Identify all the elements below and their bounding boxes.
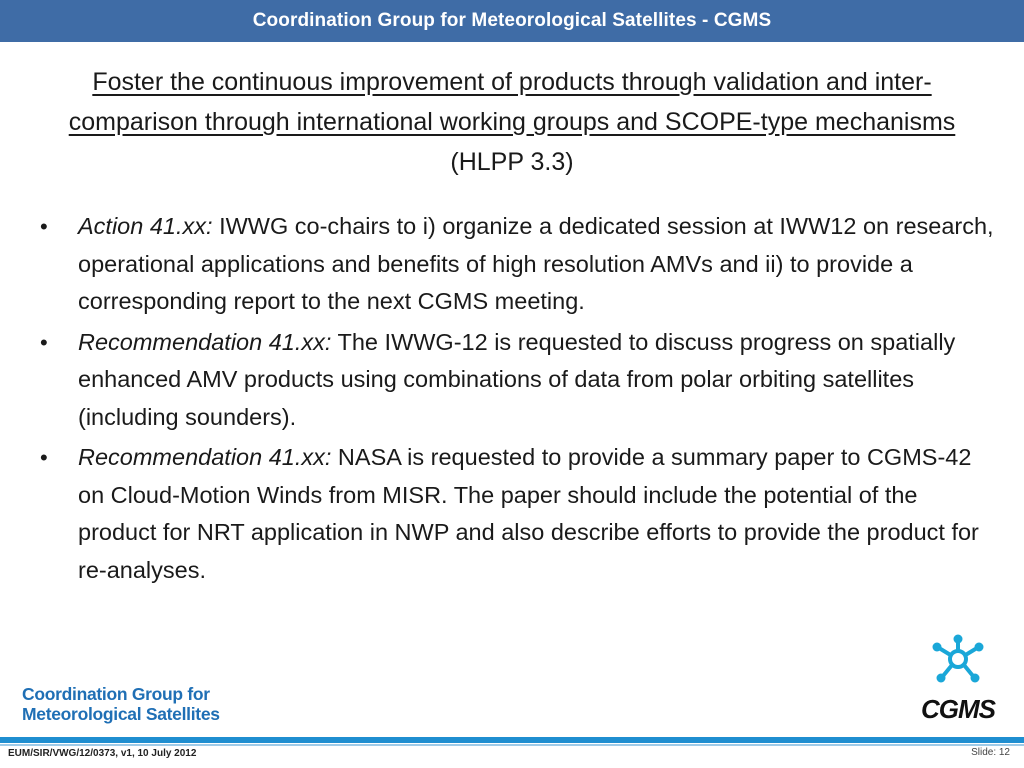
footer-divider-thin <box>0 744 1024 746</box>
footer-divider <box>0 737 1024 743</box>
bullet-item <box>36 324 994 437</box>
bullet-list <box>36 208 994 592</box>
bullet-item <box>36 439 994 589</box>
slide-title <box>40 62 984 182</box>
bullet-text: The IWWG-12 is requested to discuss progress on spatially enhanced AMV products using combinations of data from polar orbiting satellites (including sounders). <box>78 328 956 430</box>
slide-title-main: Foster the continuous improvement of products through validation and inter-comparison through international working groups and SCOPE-type mechanisms <box>68 68 956 136</box>
footer-org-line-1: Coordination Group for <box>22 684 210 704</box>
bullet-label: Recommendation 41.xx: <box>78 328 332 355</box>
slide-number: Slide: 12 <box>971 747 1010 758</box>
bullet-label: Action 41.xx: <box>78 213 213 239</box>
cgms-logo-icon <box>930 634 986 684</box>
footer-org-line-2: Meteorological Satellites <box>22 704 220 724</box>
bullet-icon: • <box>40 329 48 355</box>
header-bar <box>0 0 1024 42</box>
document-reference: EUM/SIR/VWG/12/0373, v1, 10 July 2012 <box>8 748 197 759</box>
bullet-icon: • <box>40 445 48 470</box>
bullet-text: IWWG co-chairs to i) organize a dedicated session at IWW12 on research, operational applications and benefits of high resolution AMVs and ii) to provide a corresponding report to the next CGMS meeting. <box>78 213 994 314</box>
bullet-label: Recommendation 41.xx: <box>78 444 332 470</box>
cgms-logo-text: CGMS <box>921 694 995 724</box>
bullet-item <box>36 208 994 321</box>
slide-title-suffix: (HLPP 3.3) <box>450 148 574 176</box>
bullet-icon: • <box>40 214 48 239</box>
bullet-text: NASA is requested to provide a summary paper to CGMS-42 on Cloud-Motion Winds from MISR. The paper should include the potential of the product for NRT application in NWP and also describe efforts to provide the product for re-analyses. <box>78 444 979 583</box>
footer-org-name <box>22 684 220 724</box>
cgms-logo <box>906 634 1010 726</box>
header-title: Coordination Group for Meteorological Satellites - CGMS <box>252 10 772 31</box>
